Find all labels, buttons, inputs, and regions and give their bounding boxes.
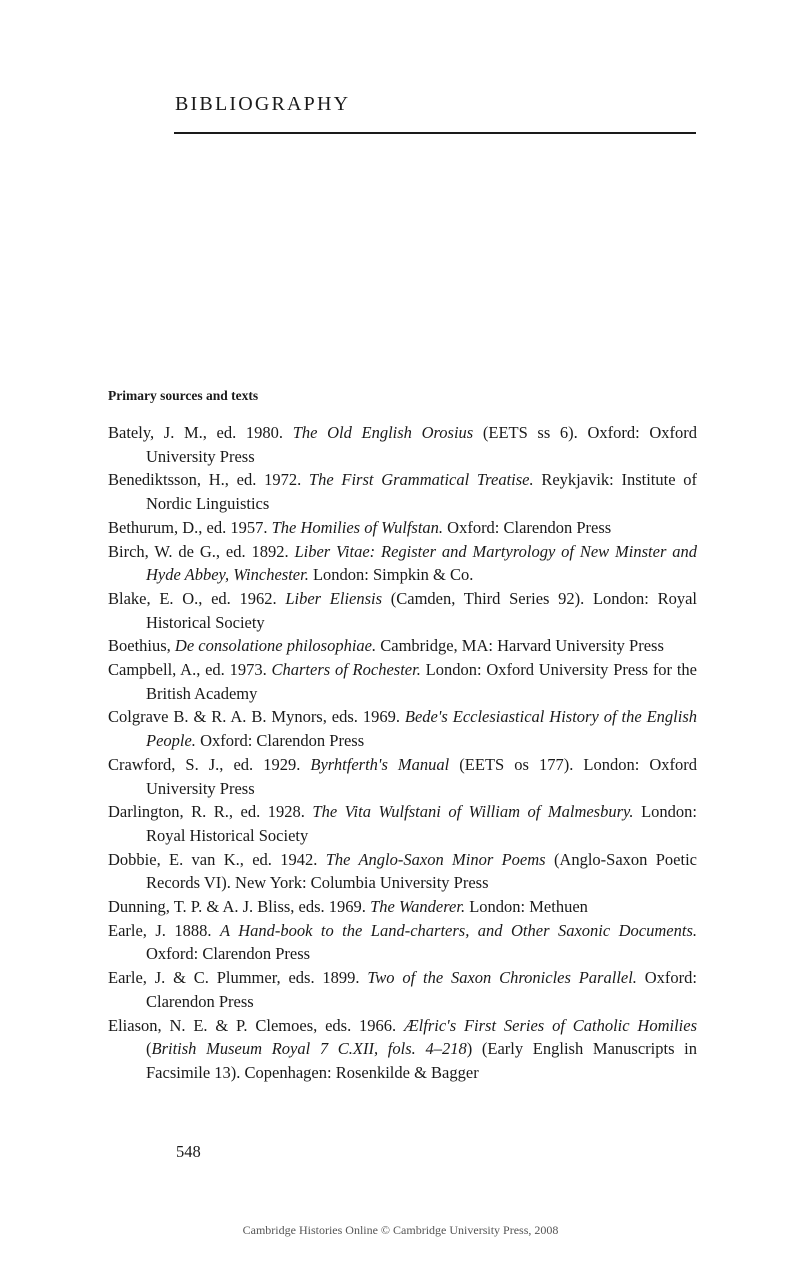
section-heading: Primary sources and texts [108, 388, 259, 403]
entry-title: Liber Eliensis [285, 588, 383, 608]
entry-text: Blake, E. O., ed. 1962. [108, 588, 286, 608]
bibliography-entry [108, 634, 697, 658]
entry-text: Cambridge, MA: Harvard University Press [376, 636, 664, 656]
entry-text: Oxford: Clarendon Press [146, 968, 697, 1011]
entry-text: (Anglo-Saxon Poetic Records VI). New York: Columbia University Press [146, 849, 697, 893]
entry-text: Dunning, T. P. & A. J. Bliss, eds. 1969. [108, 897, 371, 917]
entry-title: The First Grammatical Treatise. [308, 470, 534, 490]
entry-text: Benediktsson, H., ed. 1972. [108, 470, 309, 490]
entry-title: The Anglo-Saxon Minor Poems [325, 849, 546, 869]
entry-text: Earle, J. & C. Plummer, eds. 1899. [108, 968, 368, 988]
entry-text: ) (Early English Manuscripts in Facsimile 13). Copenhagen: Rosenkilde & Bagger [146, 1039, 698, 1082]
entry-title: The Old English Orosius [292, 423, 474, 442]
entry-text: Darlington, R. R., ed. 1928. [108, 802, 313, 822]
bibliography-list [108, 421, 697, 1085]
entry-text: Oxford: Clarendon Press [195, 731, 365, 751]
entry-title: The Homilies of Wulfstan. [271, 517, 444, 537]
entry-text: Oxford: Clarendon Press [443, 517, 612, 537]
entry-title: British Museum Royal 7 C.XII, fols. 4–218 [151, 1039, 467, 1059]
bibliography-entry [108, 468, 697, 515]
entry-title: Charters of Rochester. [271, 660, 421, 680]
entry-text: (EETS ss 6). Oxford: Oxford University Press [146, 423, 697, 466]
entry-title: Ælfric's First Series of Catholic Homilies [404, 1015, 697, 1035]
bibliography-entry [108, 895, 697, 919]
bibliography-entry [108, 919, 697, 966]
bibliography-entry [108, 753, 697, 800]
entry-text: Oxford: Clarendon Press [146, 944, 311, 964]
bibliography-entry [108, 800, 697, 847]
entry-text: (EETS os 177). London: Oxford University Press [146, 754, 697, 798]
entry-title: A Hand-book to the Land-charters, and Other Saxonic Documents. [219, 920, 697, 940]
bibliography-entry [108, 966, 697, 1013]
entry-text: Bately, J. M., ed. 1980. [108, 423, 293, 442]
bibliography-entry [108, 658, 697, 705]
page-heading: BIBLIOGRAPHY [175, 93, 351, 115]
entry-text: (Camden, Third Series 92). London: Royal Historical Society [146, 588, 697, 632]
copyright-footer: Cambridge Histories Online © Cambridge University Press, 2008 [242, 1223, 559, 1237]
entry-text: Eliason, N. E. & P. Clemoes, eds. 1966. [108, 1015, 405, 1035]
entry-title: Bede's Ecclesiastical History of the English People. [146, 707, 697, 751]
heading-rule [174, 132, 696, 134]
bibliography-entry [108, 848, 697, 895]
entry-text: Bethurum, D., ed. 1957. [108, 517, 272, 537]
entry-text: London: Methuen [465, 897, 588, 917]
entry-text: London: Oxford University Press for the British Academy [146, 660, 697, 703]
bibliography-entry [108, 516, 697, 540]
entry-text: London: Royal Historical Society [146, 802, 697, 845]
page-number: 548 [176, 1142, 201, 1161]
entry-text: Colgrave B. & R. A. B. Mynors, eds. 1969. [108, 707, 405, 727]
entry-title: The Vita Wulfstani of William of Malmesbury. [312, 802, 634, 822]
bibliography-entry [108, 1014, 697, 1085]
entry-text: Earle, J. 1888. [108, 920, 220, 940]
entry-title: Two of the Saxon Chronicles Parallel. [367, 968, 637, 988]
bibliography-entry [108, 421, 697, 468]
entry-title: The Wanderer. [370, 897, 466, 917]
bibliography-entry [108, 587, 697, 634]
entry-text: ( [146, 1039, 152, 1059]
entry-text: Birch, W. de G., ed. 1892. [108, 541, 295, 561]
entry-text: Reykjavik: Institute of Nordic Linguistics [146, 470, 697, 514]
entry-text: Boethius, [108, 636, 175, 656]
bibliography-entry [108, 705, 697, 752]
entry-title: Byrhtferth's Manual [310, 754, 450, 774]
bibliography-entry [108, 540, 697, 587]
entry-text: Campbell, A., ed. 1973. [108, 660, 272, 680]
entry-title: Liber Vitae: Register and Martyrology of New Minster and Hyde Abbey, Winchester. [146, 541, 697, 585]
entry-title: De consolatione philosophiae. [174, 636, 377, 656]
entry-text: London: Simpkin & Co. [308, 565, 474, 585]
entry-text: Crawford, S. J., ed. 1929. [108, 754, 311, 774]
entry-text: Dobbie, E. van K., ed. 1942. [108, 849, 326, 869]
